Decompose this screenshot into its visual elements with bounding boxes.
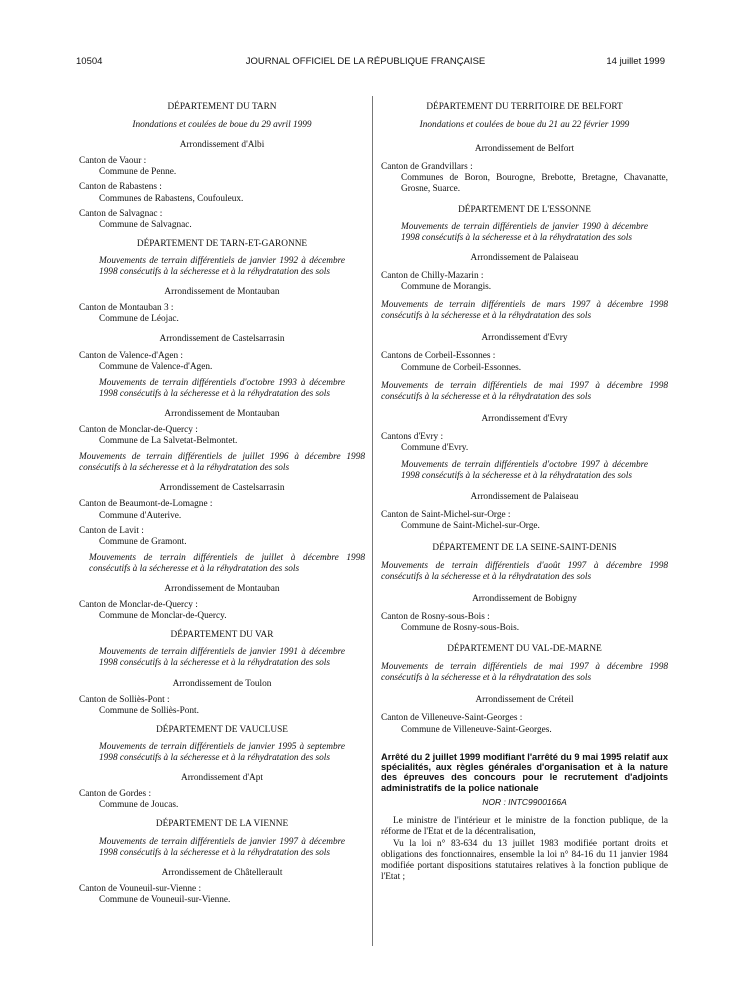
arrondissement-heading: Arrondissement de Châtellerault xyxy=(161,867,283,878)
arrondissement-heading: Arrondissement de Palaiseau xyxy=(470,492,579,503)
nor-reference: NOR : INTC9900166A xyxy=(482,797,567,808)
event-heading: Mouvements de terrain différentiels d'octobre 1993 à décembre 1998 consécutifs à la sécheresse et à la réhydratation des sols xyxy=(99,377,345,399)
arrondissement-heading: Arrondissement de Palaiseau xyxy=(470,252,579,263)
canton-label: Canton de Saint-Michel-sur-Orge : xyxy=(381,510,511,521)
canton-label: Canton de Rosny-sous-Bois : xyxy=(381,611,490,622)
commune-label: Commune de Valence-d'Agen. xyxy=(99,361,213,372)
commune-label: Commune de Rosny-sous-Bois. xyxy=(401,623,520,633)
event-heading: Mouvements de terrain différentiels de janvier 1997 à décembre 1998 consécutifs à la sécheresse et à la réhydratation des sols xyxy=(99,836,345,858)
event-heading: Mouvements de terrain différentiels de juillet à décembre 1998 consécutifs à la sécheresse et à la réhydratation des sols xyxy=(89,552,365,574)
event-heading: Mouvements de terrain différentiels de janvier 1992 à décembre 1998 consécutifs à la sécheresse et à la réhydratation des sols xyxy=(99,255,345,278)
canton-label: Canton de Gordes : xyxy=(79,789,152,800)
event-heading: Mouvements de terrain différentiels de janvier 1991 à décembre 1998 consécutifs à la sécheresse et à la réhydratation des sols xyxy=(99,647,345,669)
column-divider xyxy=(372,96,373,946)
department-heading: DÉPARTEMENT DU TERRITOIRE DE BELFORT xyxy=(426,102,623,112)
event-heading: Mouvements de terrain différentiels de janvier 1990 à décembre 1998 consécutifs à la sécheresse et à la réhydratation des sols xyxy=(401,221,648,243)
commune-label: Commune d'Evry. xyxy=(401,442,469,453)
arrondissement-heading: Arrondissement de Castelsarrasin xyxy=(159,483,285,494)
commune-label: Commune de Penne. xyxy=(99,167,177,178)
issue-date: 14 juillet 1999 xyxy=(606,56,665,67)
canton-label: Canton de Monclar-de-Quercy : xyxy=(79,424,198,435)
event-heading: Mouvements de terrain différentiels d'août 1997 à décembre 1998 consécutifs à la sécheresse et à la réhydratation des sols xyxy=(381,560,668,582)
left-column xyxy=(79,100,365,906)
event-heading: Mouvements de terrain différentiels d'octobre 1997 à décembre 1998 consécutifs à la sécheresse et à la réhydratation des sols xyxy=(401,460,648,482)
right-column xyxy=(381,100,668,883)
canton-label: Canton de Chilly-Mazarin : xyxy=(381,270,484,281)
canton-label: Canton de Rabastens : xyxy=(79,182,162,193)
arrondissement-heading: Arrondissement de Belfort xyxy=(474,144,575,155)
commune-label: Commune de La Salvetat-Belmontet. xyxy=(99,436,238,447)
department-heading: DÉPARTEMENT DE TARN-ET-GARONNE xyxy=(136,238,308,249)
commune-label: Communes de Boron, Bourogne, Brebotte, Bretagne, Chavanatte, Grosne, Suarce. xyxy=(401,173,668,195)
journal-title: JOURNAL OFFICIEL DE LA RÉPUBLIQUE FRANÇAISE xyxy=(245,56,486,67)
canton-label: Canton de Vouneuil-sur-Vienne : xyxy=(79,883,202,894)
arrondissement-heading: Arrondissement de Montauban xyxy=(164,584,280,594)
commune-label: Commune de Joucas. xyxy=(99,800,179,811)
department-heading: DÉPARTEMENT DU VAL-DE-MARNE xyxy=(447,644,602,655)
event-heading: Mouvements de terrain différentiels de mai 1997 à décembre 1998 consécutifs à la sécheresse et à la réhydratation des sols xyxy=(381,380,668,402)
arrondissement-heading: Arrondissement de Créteil xyxy=(475,695,574,706)
event-heading: Mouvements de terrain différentiels de mars 1997 à décembre 1998 consécutifs à la sécheresse et à la réhydratation des sols xyxy=(381,300,668,322)
department-heading: DÉPARTEMENT DE LA VIENNE xyxy=(155,819,289,830)
canton-label: Canton de Valence-d'Agen : xyxy=(79,350,183,361)
arrondissement-heading: Arrondissement de Montauban xyxy=(164,287,280,298)
arrondissement-heading: Arrondissement d'Apt xyxy=(181,773,263,784)
event-heading: Mouvements de terrain différentiels de juillet 1996 à décembre 1998 consécutifs à la sécheresse et à la réhydratation des sols xyxy=(79,452,365,474)
canton-label: Canton de Vaour : xyxy=(79,156,147,167)
arrondissement-heading: Arrondissement d'Evry xyxy=(481,413,568,424)
commune-label: Commune de Gramont. xyxy=(99,536,187,547)
canton-label: Cantons d'Evry : xyxy=(381,431,444,442)
canton-label: Canton de Montauban 3 : xyxy=(79,303,174,314)
canton-label: Canton de Salvagnac : xyxy=(79,208,163,219)
event-heading: Mouvements de terrain différentiels de janvier 1995 à septembre 1998 consécutifs à la sécheresse et à la réhydratation des sols xyxy=(99,741,345,764)
commune-label: Commune de Léojac. xyxy=(99,314,179,325)
arrondissement-heading: Arrondissement de Montauban xyxy=(164,408,280,419)
page-number: 10504 xyxy=(76,56,103,67)
commune-label: Commune de Corbeil-Essonnes. xyxy=(401,362,522,373)
department-heading: DÉPARTEMENT DE L'ESSONNE xyxy=(458,204,591,215)
commune-label: Commune de Vouneuil-sur-Vienne. xyxy=(99,894,231,905)
commune-label: Commune de Morangis. xyxy=(401,282,492,293)
arrondissement-heading: Arrondissement d'Albi xyxy=(179,140,265,151)
canton-label: Canton de Lavit : xyxy=(79,525,144,536)
commune-label: Commune de Salvagnac. xyxy=(99,219,192,230)
canton-label: Canton de Grandvillars : xyxy=(381,162,473,173)
event-heading: Inondations et coulées de boue du 29 avril 1999 xyxy=(132,120,312,131)
commune-label: Commune de Saint-Michel-sur-Orge. xyxy=(401,521,540,532)
canton-label: Canton de Beaumont-de-Lomagne : xyxy=(79,499,213,510)
arrete-title: Arrêté du 2 juillet 1999 modifiant l'arrêté du 9 mai 1995 relatif aux spécialités, aux règles générales d'organisation et à la nature des épreuves des concours pour le recrutement d'adjoints administratifs de la police nationale xyxy=(381,751,668,793)
commune-label: Commune de Monclar-de-Quercy. xyxy=(99,611,227,622)
commune-label: Commune d'Auterive. xyxy=(99,510,182,521)
event-heading: Inondations et coulées de boue du 21 au 22 février 1999 xyxy=(419,120,630,131)
canton-label: Canton de Villeneuve-Saint-Georges : xyxy=(381,713,523,724)
commune-label: Commune de Villeneuve-Saint-Georges. xyxy=(401,724,552,735)
body-paragraph: Vu la loi n° 83-634 du 13 juillet 1983 modifiée portant droits et obligations des fonctionnaires, ensemble la loi n° 84-16 du 11 janvier 1984 modifiée portant dispositions statutaires relatives à la fonction publique de l'Etat ; xyxy=(381,838,668,882)
commune-label: Communes de Rabastens, Coufouleux. xyxy=(99,193,244,204)
department-heading: DÉPARTEMENT DU VAR xyxy=(170,630,274,641)
commune-label: Commune de Solliès-Pont. xyxy=(99,705,199,716)
arrondissement-heading: Arrondissement d'Evry xyxy=(481,333,568,344)
department-heading: DÉPARTEMENT DU TARN xyxy=(167,102,277,112)
canton-label: Canton de Solliès-Pont : xyxy=(79,694,170,705)
arrondissement-heading: Arrondissement de Castelsarrasin xyxy=(159,334,285,345)
arrondissement-heading: Arrondissement de Bobigny xyxy=(472,593,577,604)
department-heading: DÉPARTEMENT DE VAUCLUSE xyxy=(156,724,288,735)
canton-label: Canton de Monclar-de-Quercy : xyxy=(79,600,198,611)
body-paragraph: Le ministre de l'intérieur et le ministre de la fonction publique, de la réforme de l'Etat et de la décentralisation, xyxy=(381,816,668,838)
canton-label: Cantons de Corbeil-Essonnes : xyxy=(381,351,496,362)
department-heading: DÉPARTEMENT DE LA SEINE-SAINT-DENIS xyxy=(432,542,617,553)
event-heading: Mouvements de terrain différentiels de mai 1997 à décembre 1998 consécutifs à la sécheresse et à la réhydratation des sols xyxy=(381,662,668,684)
arrondissement-heading: Arrondissement de Toulon xyxy=(172,678,272,689)
